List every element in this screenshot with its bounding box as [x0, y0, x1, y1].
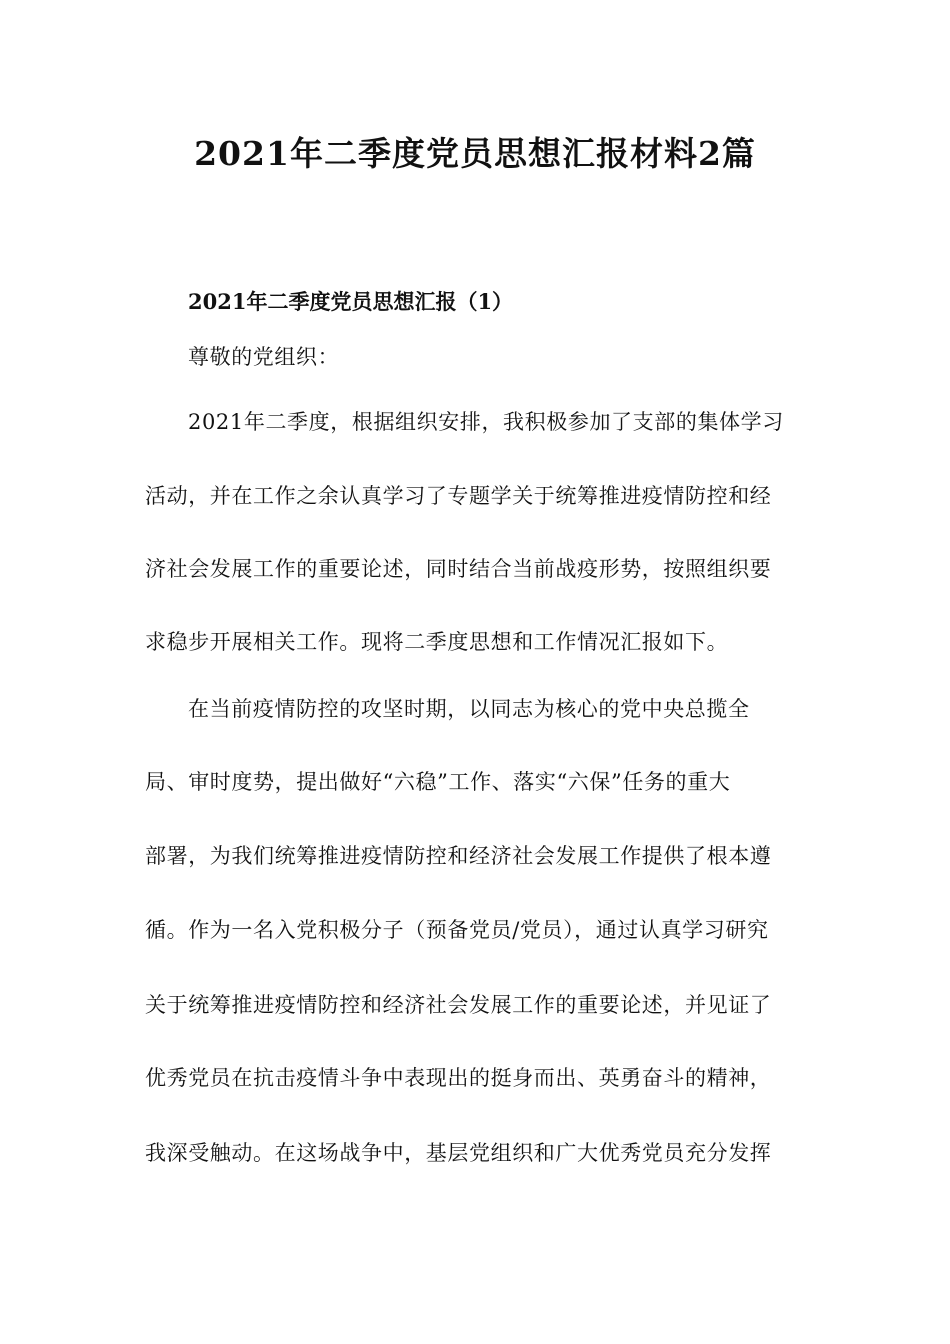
paragraph-line: 在当前疫情防控的攻坚时期，以同志为核心的党中央总揽全 [188, 697, 750, 721]
paragraph-line: 部署，为我们统筹推进疫情防控和经济社会发展工作提供了根本遵 [145, 844, 772, 868]
paragraph-line: 我深受触动。在这场战争中，基层党组织和广大优秀党员充分发挥 [145, 1141, 772, 1165]
paragraph-line: 2021年二季度，根据组织安排，我积极参加了支部的集体学习 [188, 410, 784, 434]
paragraph-line: 关于统筹推进疫情防控和经济社会发展工作的重要论述，并见证了 [145, 993, 772, 1017]
paragraph-line: 济社会发展工作的重要论述，同时结合当前战疫形势，按照组织要 [145, 557, 772, 581]
section-heading: 2021年二季度党员思想汇报（1） [188, 289, 514, 314]
paragraph-line: 求稳步开展相关工作。现将二季度思想和工作情况汇报如下。 [145, 630, 729, 654]
salutation: 尊敬的党组织： [188, 345, 340, 369]
document-title: 2021年二季度党员思想汇报材料2篇 [194, 134, 756, 173]
paragraph-line: 循。作为一名入党积极分子（预备党员/党员），通过认真学习研究 [145, 918, 769, 942]
paragraph-line: 活动，并在工作之余认真学习了专题学关于统筹推进疫情防控和经 [145, 484, 772, 508]
paragraph-line: 优秀党员在抗击疫情斗争中表现出的挺身而出、英勇奋斗的精神， [145, 1066, 772, 1090]
paragraph-line: 局、审时度势，提出做好“六稳”工作、落实“六保”任务的重大 [145, 770, 731, 794]
